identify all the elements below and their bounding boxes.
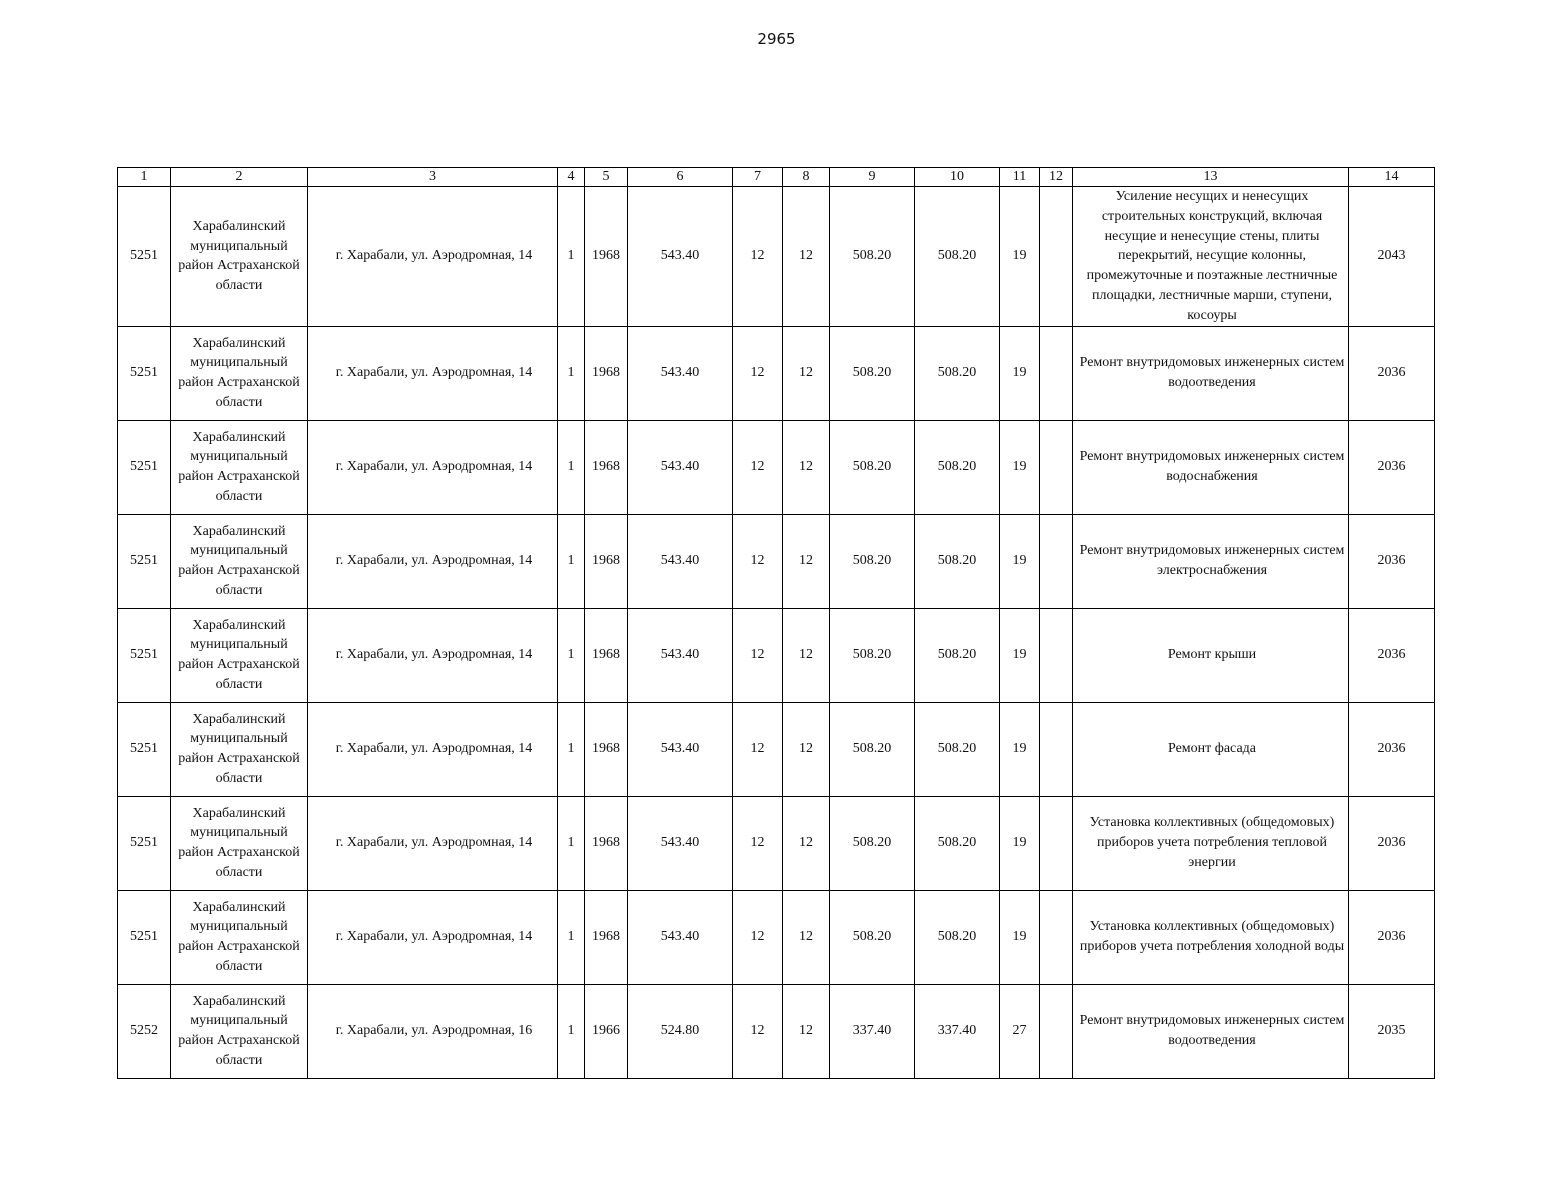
work-type-cell xyxy=(1073,984,1349,1078)
cell-11: 19 xyxy=(1000,187,1040,327)
cell-12 xyxy=(1040,796,1073,890)
cell-12 xyxy=(1040,514,1073,608)
cell-11: 19 xyxy=(1000,420,1040,514)
district-cell xyxy=(171,702,308,796)
area-10-cell: 508.20 xyxy=(915,608,1000,702)
address-cell: г. Харабали, ул. Аэродромная, 14 xyxy=(308,514,558,608)
table-row xyxy=(118,187,1435,327)
cell-4: 1 xyxy=(558,702,585,796)
column-header-10: 10 xyxy=(915,168,1000,187)
work-type-text: Ремонт внутридомовых инженерных систем водоотведения xyxy=(1079,1013,1345,1049)
column-header-2: 2 xyxy=(171,168,308,187)
cell-12 xyxy=(1040,420,1073,514)
address-cell: г. Харабали, ул. Аэродромная, 14 xyxy=(308,187,558,327)
work-type-text: Ремонт внутридомовых инженерных систем водоотведения xyxy=(1079,355,1345,391)
cell-4: 1 xyxy=(558,420,585,514)
cell-12 xyxy=(1040,702,1073,796)
record-id-cell: 5252 xyxy=(118,984,171,1078)
table-row xyxy=(118,420,1435,514)
address-cell: г. Харабали, ул. Аэродромная, 14 xyxy=(308,420,558,514)
district-cell xyxy=(171,326,308,420)
column-header-4: 4 xyxy=(558,168,585,187)
area-10-cell: 508.20 xyxy=(915,514,1000,608)
record-id-cell: 5251 xyxy=(118,420,171,514)
cell-4: 1 xyxy=(558,890,585,984)
year-cell: 1966 xyxy=(585,984,628,1078)
planned-year-cell: 2036 xyxy=(1349,514,1435,608)
district-text: Харабалинский муниципальный район Астраханской области xyxy=(178,899,300,974)
cell-8: 12 xyxy=(783,514,830,608)
cell-4: 1 xyxy=(558,796,585,890)
cell-11: 19 xyxy=(1000,514,1040,608)
year-cell: 1968 xyxy=(585,702,628,796)
area-cell: 543.40 xyxy=(628,890,733,984)
record-id-cell: 5251 xyxy=(118,514,171,608)
cell-4: 1 xyxy=(558,984,585,1078)
area-9-cell: 508.20 xyxy=(830,890,915,984)
area-cell: 543.40 xyxy=(628,420,733,514)
address-cell: г. Харабали, ул. Аэродромная, 14 xyxy=(308,326,558,420)
column-header-8: 8 xyxy=(783,168,830,187)
cell-7: 12 xyxy=(733,420,783,514)
work-type-cell xyxy=(1073,702,1349,796)
cell-11: 19 xyxy=(1000,326,1040,420)
planned-year-cell: 2043 xyxy=(1349,187,1435,327)
cell-11: 27 xyxy=(1000,984,1040,1078)
record-id-cell: 5251 xyxy=(118,702,171,796)
area-cell: 543.40 xyxy=(628,796,733,890)
work-type-text: Установка коллективных (общедомовых) приборов учета потребления тепловой энергии xyxy=(1089,815,1335,870)
cell-12 xyxy=(1040,984,1073,1078)
planned-year-cell: 2036 xyxy=(1349,420,1435,514)
year-cell: 1968 xyxy=(585,420,628,514)
table-row xyxy=(118,326,1435,420)
cell-12 xyxy=(1040,187,1073,327)
area-cell: 543.40 xyxy=(628,187,733,327)
area-9-cell: 508.20 xyxy=(830,326,915,420)
district-text: Харабалинский муниципальный район Астраханской области xyxy=(178,335,300,410)
cell-4: 1 xyxy=(558,187,585,327)
district-text: Харабалинский муниципальный район Астраханской области xyxy=(178,993,300,1068)
work-type-text: Ремонт крыши xyxy=(1167,647,1257,663)
table-row xyxy=(118,702,1435,796)
record-id-cell: 5251 xyxy=(118,187,171,327)
area-9-cell: 508.20 xyxy=(830,514,915,608)
work-type-text: Усиление несущих и ненесущих строительных конструкций, включая несущие и ненесущие стены, плиты перекрытий, несущие колонны, промежуточные и поэтажные лестничные площадки, лестничные марши, ступени, косоуры xyxy=(1086,189,1338,323)
planned-year-cell: 2036 xyxy=(1349,796,1435,890)
district-text: Харабалинский муниципальный район Астраханской области xyxy=(178,711,300,786)
district-cell xyxy=(171,984,308,1078)
work-type-cell xyxy=(1073,420,1349,514)
planned-year-cell: 2036 xyxy=(1349,326,1435,420)
cell-7: 12 xyxy=(733,514,783,608)
work-type-text: Установка коллективных (общедомовых) приборов учета потребления холодной воды xyxy=(1079,919,1345,955)
district-cell xyxy=(171,187,308,327)
area-9-cell: 508.20 xyxy=(830,187,915,327)
area-9-cell: 508.20 xyxy=(830,702,915,796)
year-cell: 1968 xyxy=(585,890,628,984)
work-type-cell xyxy=(1073,796,1349,890)
area-10-cell: 508.20 xyxy=(915,420,1000,514)
cell-8: 12 xyxy=(783,187,830,327)
district-text: Харабалинский муниципальный район Астраханской области xyxy=(178,805,300,880)
cell-11: 19 xyxy=(1000,702,1040,796)
cell-7: 12 xyxy=(733,890,783,984)
area-9-cell: 508.20 xyxy=(830,608,915,702)
cell-7: 12 xyxy=(733,702,783,796)
area-cell: 543.40 xyxy=(628,326,733,420)
cell-7: 12 xyxy=(733,608,783,702)
work-type-cell xyxy=(1073,514,1349,608)
work-type-text: Ремонт внутридомовых инженерных систем водоснабжения xyxy=(1079,449,1345,485)
cell-8: 12 xyxy=(783,890,830,984)
cell-8: 12 xyxy=(783,702,830,796)
work-type-text: Ремонт фасада xyxy=(1167,741,1256,757)
cell-8: 12 xyxy=(783,984,830,1078)
work-type-text: Ремонт внутридомовых инженерных систем электроснабжения xyxy=(1079,543,1345,579)
record-id-cell: 5251 xyxy=(118,326,171,420)
area-10-cell: 337.40 xyxy=(915,984,1000,1078)
repair-registry-table xyxy=(117,167,1435,1079)
district-cell xyxy=(171,796,308,890)
area-cell: 524.80 xyxy=(628,984,733,1078)
table-body xyxy=(118,187,1435,1079)
column-number-header-row xyxy=(118,168,1435,187)
cell-11: 19 xyxy=(1000,796,1040,890)
table-row xyxy=(118,608,1435,702)
address-cell: г. Харабали, ул. Аэродромная, 14 xyxy=(308,608,558,702)
area-9-cell: 508.20 xyxy=(830,420,915,514)
district-text: Харабалинский муниципальный район Астраханской области xyxy=(178,617,300,692)
year-cell: 1968 xyxy=(585,608,628,702)
address-cell: г. Харабали, ул. Аэродромная, 14 xyxy=(308,702,558,796)
cell-8: 12 xyxy=(783,796,830,890)
cell-7: 12 xyxy=(733,326,783,420)
area-10-cell: 508.20 xyxy=(915,702,1000,796)
record-id-cell: 5251 xyxy=(118,608,171,702)
column-header-14: 14 xyxy=(1349,168,1435,187)
table-row xyxy=(118,984,1435,1078)
planned-year-cell: 2036 xyxy=(1349,702,1435,796)
area-9-cell: 337.40 xyxy=(830,984,915,1078)
area-10-cell: 508.20 xyxy=(915,326,1000,420)
address-cell: г. Харабали, ул. Аэродромная, 14 xyxy=(308,796,558,890)
column-header-6: 6 xyxy=(628,168,733,187)
cell-7: 12 xyxy=(733,187,783,327)
column-header-7: 7 xyxy=(733,168,783,187)
cell-4: 1 xyxy=(558,608,585,702)
column-header-12: 12 xyxy=(1040,168,1073,187)
area-cell: 543.40 xyxy=(628,608,733,702)
year-cell: 1968 xyxy=(585,187,628,327)
cell-7: 12 xyxy=(733,984,783,1078)
table-row xyxy=(118,796,1435,890)
table-row xyxy=(118,514,1435,608)
area-10-cell: 508.20 xyxy=(915,187,1000,327)
district-cell xyxy=(171,514,308,608)
district-text: Харабалинский муниципальный район Астраханской области xyxy=(178,219,300,293)
record-id-cell: 5251 xyxy=(118,890,171,984)
work-type-cell xyxy=(1073,187,1349,327)
work-type-cell xyxy=(1073,890,1349,984)
cell-4: 1 xyxy=(558,514,585,608)
page-number: 2965 xyxy=(757,30,796,48)
cell-8: 12 xyxy=(783,326,830,420)
cell-12 xyxy=(1040,326,1073,420)
cell-8: 12 xyxy=(783,608,830,702)
work-type-cell xyxy=(1073,326,1349,420)
cell-7: 12 xyxy=(733,796,783,890)
district-text: Харабалинский муниципальный район Астраханской области xyxy=(178,523,300,598)
cell-11: 19 xyxy=(1000,608,1040,702)
column-header-5: 5 xyxy=(585,168,628,187)
record-id-cell: 5251 xyxy=(118,796,171,890)
cell-11: 19 xyxy=(1000,890,1040,984)
cell-12 xyxy=(1040,890,1073,984)
column-header-3: 3 xyxy=(308,168,558,187)
district-text: Харабалинский муниципальный район Астраханской области xyxy=(178,429,300,504)
area-9-cell: 508.20 xyxy=(830,796,915,890)
column-header-1: 1 xyxy=(118,168,171,187)
district-cell xyxy=(171,420,308,514)
year-cell: 1968 xyxy=(585,796,628,890)
table-row xyxy=(118,890,1435,984)
district-cell xyxy=(171,608,308,702)
work-type-cell xyxy=(1073,608,1349,702)
area-10-cell: 508.20 xyxy=(915,796,1000,890)
planned-year-cell: 2036 xyxy=(1349,608,1435,702)
column-header-11: 11 xyxy=(1000,168,1040,187)
area-cell: 543.40 xyxy=(628,702,733,796)
area-cell: 543.40 xyxy=(628,514,733,608)
address-cell: г. Харабали, ул. Аэродромная, 16 xyxy=(308,984,558,1078)
planned-year-cell: 2035 xyxy=(1349,984,1435,1078)
column-header-9: 9 xyxy=(830,168,915,187)
year-cell: 1968 xyxy=(585,326,628,420)
column-header-13: 13 xyxy=(1073,168,1349,187)
district-cell xyxy=(171,890,308,984)
address-cell: г. Харабали, ул. Аэродромная, 14 xyxy=(308,890,558,984)
area-10-cell: 508.20 xyxy=(915,890,1000,984)
planned-year-cell: 2036 xyxy=(1349,890,1435,984)
cell-12 xyxy=(1040,608,1073,702)
cell-4: 1 xyxy=(558,326,585,420)
year-cell: 1968 xyxy=(585,514,628,608)
cell-8: 12 xyxy=(783,420,830,514)
